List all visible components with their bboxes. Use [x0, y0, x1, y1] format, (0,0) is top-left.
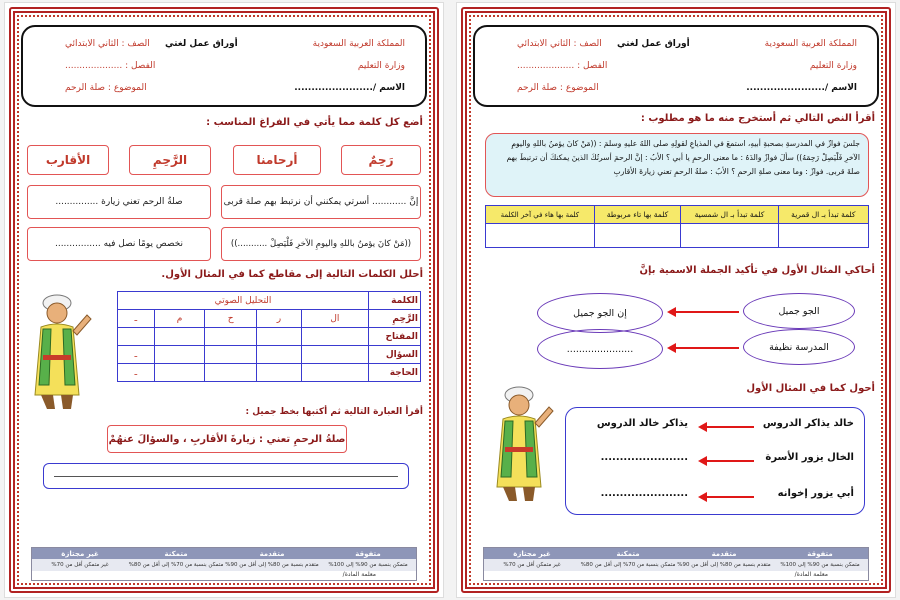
emphasis-source-2: المدرسة نظيفة: [743, 329, 855, 365]
section-title-analyze: أحلل الكلمات التالية إلى مقاطع كما في المثال الأول.: [161, 269, 423, 280]
section-title-convert: أحول كما في المثال الأول: [746, 383, 875, 394]
word-box-4: الأقارب: [27, 145, 109, 175]
teacher-signature: معلمة المادة/: [794, 571, 828, 578]
word-box-3: الرَّحِمِ: [129, 145, 211, 175]
emphasis-target-1: إن الجو جميل: [537, 293, 663, 333]
table-row: [486, 224, 869, 248]
convert-source-1: خالد يذاكر الدروس: [762, 418, 854, 429]
convert-source-2: الخال يزور الأسرة: [765, 452, 854, 463]
header-unit: أوراق عمل لغتي: [165, 39, 238, 49]
extraction-table: كلمة تبدأ بـ ال قمرية كلمة تبدأ بـ ال شمسية كلمة بها تاء مربوطة كلمة بها هاء في آخر الكلمة: [485, 205, 869, 248]
header-ministry: وزارة التعليم: [809, 61, 857, 71]
header-grade: الصف : الثاني الابتدائي: [517, 39, 602, 49]
header-kingdom: المملكة العربية السعودية: [312, 39, 405, 49]
convert-target-2[interactable]: .......................: [600, 452, 688, 463]
worksheet-page-1: [456, 2, 896, 598]
sentence-box-1: إنَّ ............ أسرتي يمكنني أن نرتبط بهم صلة قربى: [221, 185, 421, 219]
word-box-2: أرحامنا: [233, 145, 321, 175]
table-row: الرَّحِمِ ال ر ح م ـ: [118, 310, 421, 328]
phrase-box: صلةُ الرحمِ تعني : زيارةَ الأقاربِ ، والسؤالَ عنهُمْ: [107, 425, 347, 453]
section-title-fill: أضع كل كلمة مما يأتي في الفراغ المناسب :: [206, 117, 423, 128]
header-name: الاسم /.......................: [294, 83, 405, 93]
section-title-write: أقرأ العبارة التالية ثم أكتبها بخط جميل :: [245, 407, 423, 417]
table-header-analysis: التحليل الصوتي: [118, 292, 369, 310]
sentence-box-3: ((مَنْ كانَ يؤمنُ باللهِ واليومِ الآخرِ فَلْيَصِلْ ...........)): [221, 227, 421, 261]
header-subject: الموضوع : صلة الرحم: [517, 83, 599, 93]
emphasis-target-2[interactable]: ......................: [537, 329, 663, 369]
arrow-icon: [700, 426, 754, 428]
grading-footer: متفوقة متقدمة متمكنة غير مجتازة متمكن بنسبة من 90% إلى 100% متقدم بنسبة من 80% إلى أقل من 90% متمكن بنسبة من 70% إلى أقل من 80% غير متمكن أقل من 70% معلمة المادة/: [483, 547, 869, 581]
analysis-table: [117, 291, 421, 382]
boy-illustration: [17, 285, 97, 415]
sentence-box-2: صلةُ الرحم تعني زيارة ...............: [27, 185, 211, 219]
section-title-read: أقرأ النص التالي ثم أستخرج منه ما هو مطلوب :: [640, 113, 875, 124]
header-name: الاسم /.......................: [746, 83, 857, 93]
writing-line: [54, 476, 398, 477]
header-class: الفصل : ....................: [517, 61, 608, 71]
grading-footer: متفوقة متقدمة متمكنة غير مجتازة متمكن بنسبة من 90% إلى 100% متقدم بنسبة من 80% إلى أقل من 90% متمكن بنسبة من 70% إلى أقل من 80% غير متمكن أقل من 70% معلمة المادة/: [31, 547, 417, 581]
table-header-word: الكلمة: [369, 292, 421, 310]
header-ministry: وزارة التعليم: [357, 61, 405, 71]
word-box-1: رَحِمٌ: [341, 145, 421, 175]
convert-source-3: أبي يزور إخوانه: [777, 488, 854, 499]
header-subject: الموضوع : صلة الرحم: [65, 83, 147, 93]
table-row: الحاجة ـ: [118, 364, 421, 382]
table-row: السؤال ـ: [118, 346, 421, 364]
convert-box: [565, 407, 865, 515]
teacher-signature: معلمة المادة/: [342, 571, 376, 578]
arrow-icon: [669, 311, 739, 313]
header-kingdom: المملكة العربية السعودية: [764, 39, 857, 49]
table-row: المفتاح: [118, 328, 421, 346]
header-grade: الصف : الثاني الابتدائي: [65, 39, 150, 49]
arrow-icon: [700, 460, 754, 462]
worksheet-page-2: [4, 2, 444, 598]
header-unit: أوراق عمل لغتي: [617, 39, 690, 49]
arrow-icon: [669, 347, 739, 349]
section-title-emphasis: أحاكي المثال الأول في تأكيد الجملة الاسمية بإنَّ: [639, 265, 875, 276]
convert-target-3[interactable]: .......................: [600, 488, 688, 499]
convert-target-1: يذاكر خالد الدروس: [596, 418, 688, 429]
boy-illustration: [479, 377, 559, 507]
sentence-box-4: نخصص يومًا نصل فيه ................: [27, 227, 211, 261]
arrow-icon: [700, 496, 754, 498]
emphasis-source-1: الجو جميل: [743, 293, 855, 329]
header-class: الفصل : ....................: [65, 61, 156, 71]
writing-box[interactable]: [43, 463, 409, 489]
reading-passage: جلسَ فوازٌ في المدرسةِ بصحبةِ أبيهِ، استمعَ في المذياعِ لقولِهِ صلى اللهُ عليهِ وسلمَ : ((مَنْ كانَ يؤمنُ باللهِ واليومِ الآخرِ فَلْيَصِلْ رَحِمَهُ)) سألَ فوازٌ والدَهُ : ما معنى الرحمِ يا أبي ؟ الأبُ : إنَّ الرحمَ أسرتُكَ الذينَ يمكنكَ أن ترتبطَ بهم صلةَ قربى. فوازٌ : وما معنى صلةِ الرحمِ ؟ الأبُ : صلةُ الرحمِ تعني زيارةَ الأقاربِ: [485, 133, 869, 197]
